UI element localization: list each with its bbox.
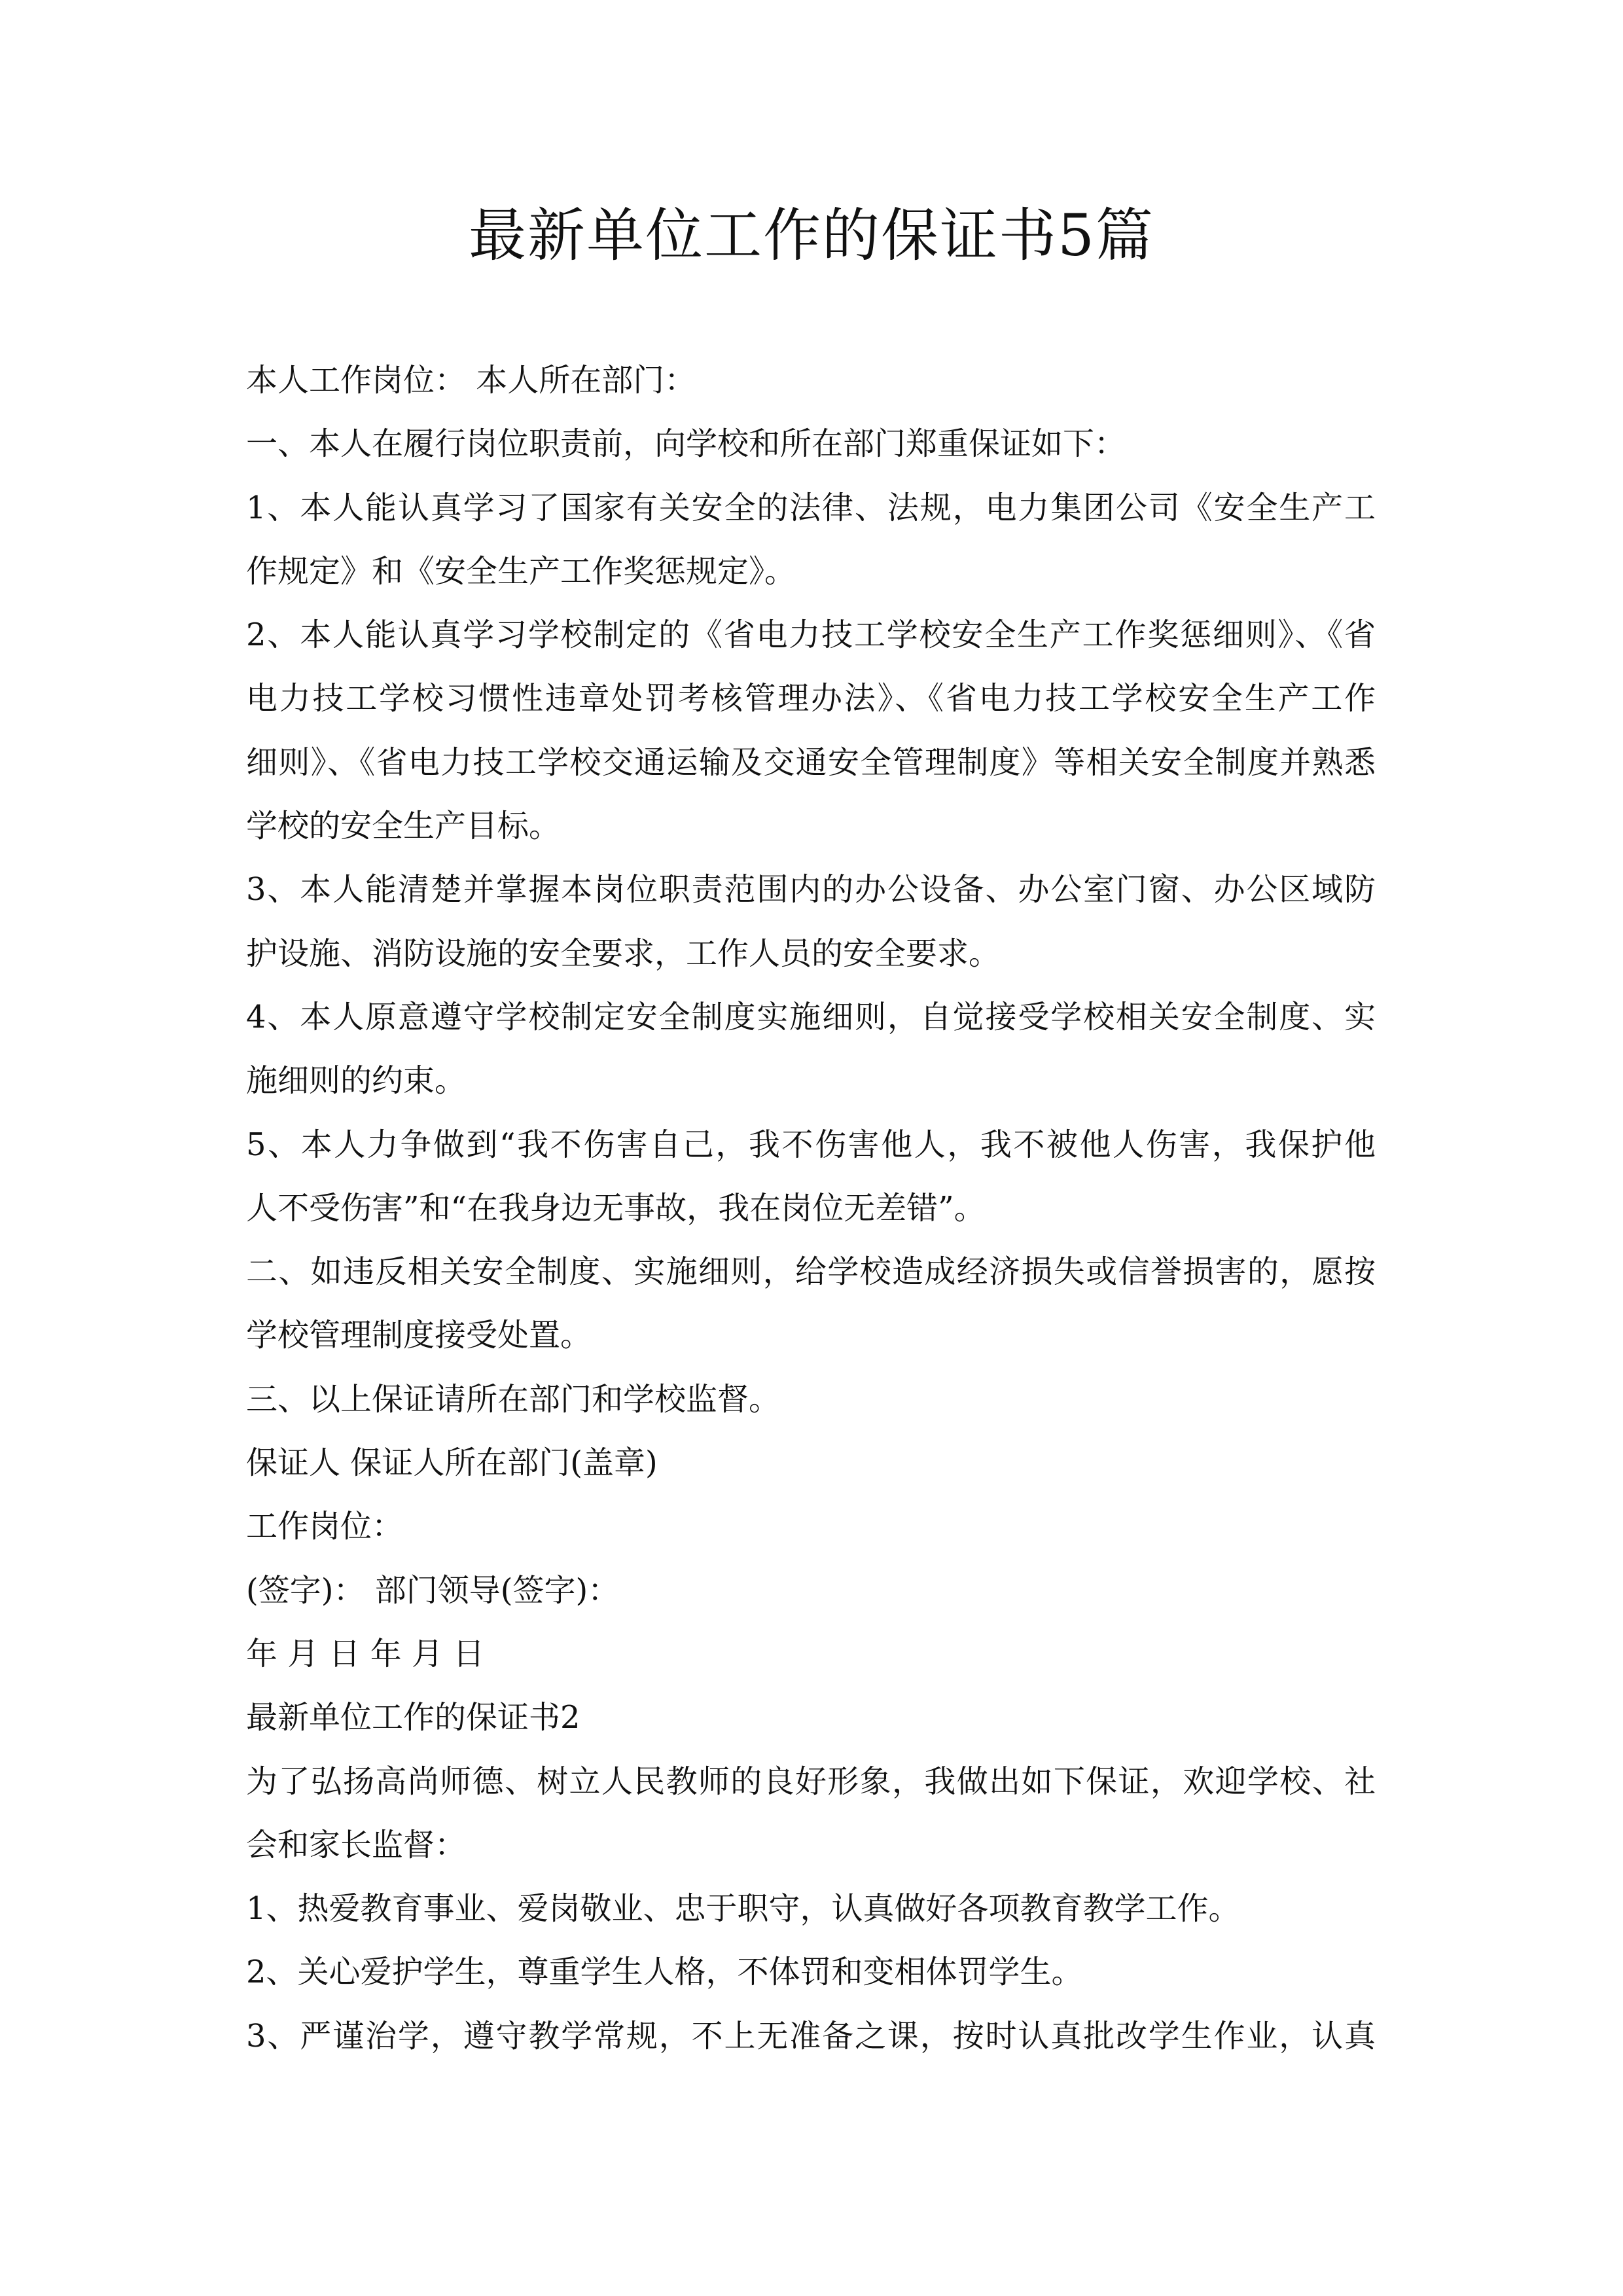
text-line: 施细则的约束。 xyxy=(246,1062,467,1100)
text-line: 为了弘扬高尚师德、树立人民教师的良好形象，我做出如下保证，欢迎学校、社 xyxy=(246,1763,1376,1800)
text-line: 人不受伤害”和“在我身边无事故，我在岗位无差错”。 xyxy=(246,1189,986,1227)
section-heading: 最新单位工作的保证书2 xyxy=(246,1699,580,1736)
text-line: 3、严谨治学，遵守教学常规，不上无准备之课，按时认真批改学生作业，认真 xyxy=(246,2017,1376,2054)
text-line: 保证人 保证人所在部门(盖章) xyxy=(246,1444,658,1482)
text-line: 细则》、《省电力技工学校交通运输及交通安全管理制度》等相关安全制度并熟悉 xyxy=(246,744,1376,781)
text-line: 三、以上保证请所在部门和学校监督。 xyxy=(246,1380,781,1418)
text-line: 学校的安全生产目标。 xyxy=(246,808,561,845)
document-body xyxy=(246,349,1376,2068)
text-line: 2、本人能认真学习学校制定的《省电力技工学校安全生产工作奖惩细则》、《省 xyxy=(246,617,1376,654)
text-line: 二、如违反相关安全制度、实施细则，给学校造成经济损失或信誉损害的，愿按 xyxy=(246,1253,1376,1291)
text-line: 年 月 日 年 月 日 xyxy=(246,1635,485,1672)
text-line: 5、本人力争做到“我不伤害自己，我不伤害他人，我不被他人伤害，我保护他 xyxy=(246,1126,1376,1163)
text-line: 作规定》和《安全生产工作奖惩规定》。 xyxy=(246,552,796,590)
text-line: (签字)： 部门领导(签字)： xyxy=(246,1571,620,1609)
text-line: 4、本人原意遵守学校制定安全制度实施细则，自觉接受学校相关安全制度、实 xyxy=(246,998,1376,1035)
text-line: 工作岗位： xyxy=(246,1508,404,1545)
text-line: 1、热爱教育事业、爱岗敬业、忠于职守，认真做好各项教育教学工作。 xyxy=(246,1890,1240,1928)
document-title: 最新单位工作的保证书5篇 xyxy=(469,202,1154,269)
text-line: 1、本人能认真学习了国家有关安全的法律、法规，电力集团公司《安全生产工 xyxy=(246,489,1376,526)
text-line: 会和家长监督： xyxy=(246,1826,467,1863)
text-line: 3、本人能清楚并掌握本岗位职责范围内的办公设备、办公室门窗、办公区域防 xyxy=(246,871,1376,908)
text-line: 护设施、消防设施的安全要求，工作人员的安全要求。 xyxy=(246,935,1001,972)
text-line: 电力技工学校习惯性违章处罚考核管理办法》、《省电力技工学校安全生产工作 xyxy=(246,680,1376,717)
text-line: 一、本人在履行岗位职责前，向学校和所在部门郑重保证如下： xyxy=(246,425,1126,463)
text-line: 学校管理制度接受处置。 xyxy=(246,1317,592,1354)
text-line: 2、关心爱护学生，尊重学生人格，不体罚和变相体罚学生。 xyxy=(246,1954,1083,1991)
text-line: 本人工作岗位： 本人所在部门： xyxy=(246,362,696,399)
